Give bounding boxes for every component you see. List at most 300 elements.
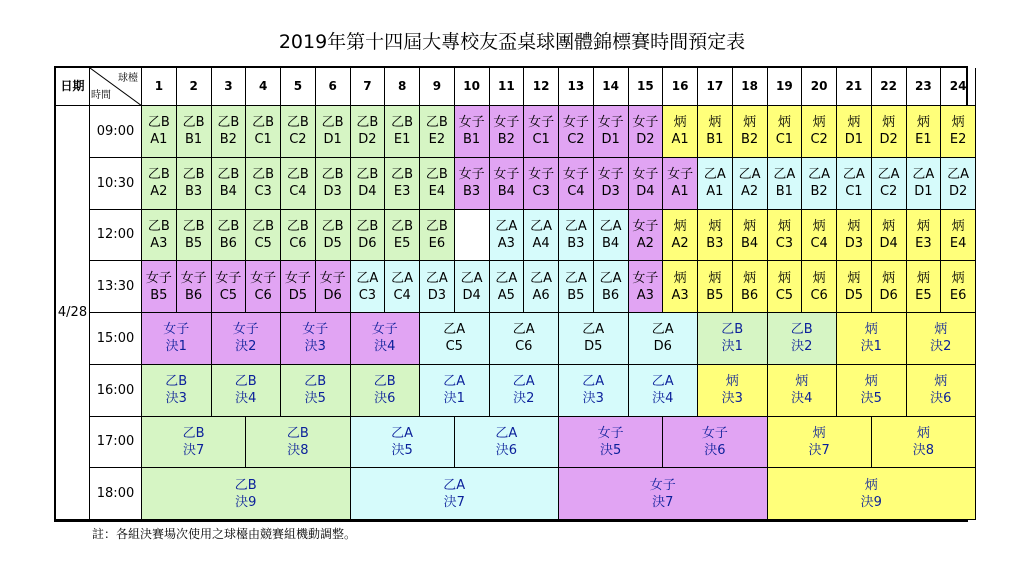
- match-code: 決5: [391, 442, 413, 458]
- match-code: A1: [671, 132, 689, 148]
- match-code: 決9: [235, 494, 257, 510]
- match-group: 乙B: [321, 115, 344, 131]
- match-cell: [281, 313, 351, 365]
- match-cell: [559, 261, 594, 313]
- match-code: D3: [427, 287, 447, 303]
- match-code: E1: [393, 132, 411, 148]
- match-group: 乙B: [217, 115, 240, 131]
- match-group: 乙B: [356, 115, 379, 131]
- match-group: 乙A: [599, 270, 622, 286]
- match-code: 決5: [599, 442, 622, 458]
- match-code: D5: [584, 339, 603, 355]
- match-code: D2: [358, 132, 377, 148]
- match-code: D6: [323, 287, 342, 303]
- match-code: A2: [150, 184, 168, 200]
- match-code: 決2: [930, 339, 952, 355]
- match-cell: [490, 106, 525, 158]
- match-cell: [455, 417, 559, 469]
- match-cell: [351, 261, 386, 313]
- match-group: 女子: [284, 270, 311, 286]
- match-cell: [768, 417, 872, 469]
- corner-header: [90, 68, 142, 106]
- time-slot: 13:30: [90, 261, 142, 313]
- match-group: 乙B: [147, 167, 170, 183]
- match-cell: [559, 158, 594, 210]
- match-cell: [629, 313, 699, 365]
- match-cell: [316, 261, 351, 313]
- match-group: 乙A: [703, 167, 726, 183]
- match-group: 炳: [743, 218, 757, 234]
- match-code: D4: [636, 184, 655, 200]
- match-code: E6: [949, 287, 967, 303]
- table-number-header: 13: [559, 68, 594, 106]
- match-cell: [698, 313, 768, 365]
- match-group: 炳: [864, 374, 878, 390]
- match-cell: [768, 158, 803, 210]
- match-cell: [246, 158, 281, 210]
- match-code: B1: [185, 132, 203, 148]
- match-code: C1: [532, 132, 550, 148]
- match-cell: [281, 158, 316, 210]
- match-code: C4: [393, 287, 411, 303]
- match-group: 乙A: [443, 374, 466, 390]
- time-slot: 18:00: [90, 468, 142, 520]
- match-cell: [351, 210, 386, 262]
- match-code: 決4: [652, 391, 674, 407]
- match-group: 乙B: [321, 167, 344, 183]
- corner-table-label: 球檯: [118, 73, 138, 84]
- match-group: 炳: [916, 218, 930, 234]
- match-group: 乙A: [443, 322, 466, 338]
- match-group: 女子: [632, 115, 659, 131]
- match-group: 乙B: [182, 115, 205, 131]
- match-cell: [490, 261, 525, 313]
- match-group: 女子: [597, 115, 624, 131]
- match-code: C5: [445, 339, 463, 355]
- time-slot: 09:00: [90, 106, 142, 158]
- match-cell: [246, 106, 281, 158]
- match-code: D1: [323, 132, 342, 148]
- match-code: A1: [150, 132, 168, 148]
- match-cell: [872, 158, 907, 210]
- match-code: B3: [567, 235, 585, 251]
- match-group: 炳: [951, 270, 965, 286]
- match-cell: [663, 158, 698, 210]
- match-group: 炳: [708, 270, 722, 286]
- time-slot: 15:00: [90, 313, 142, 365]
- match-group: 乙B: [252, 218, 275, 234]
- match-code: C3: [775, 235, 794, 251]
- match-group: 乙B: [304, 374, 327, 390]
- time-slot: 16:00: [90, 365, 142, 417]
- match-cell: [142, 468, 351, 520]
- match-cell: [351, 106, 386, 158]
- match-code: A6: [532, 287, 550, 303]
- match-cell: [768, 365, 838, 417]
- match-group: 乙B: [286, 425, 309, 441]
- page-title: 2019年第十四屆大專校友盃桌球團體錦標賽時間預定表: [278, 31, 746, 53]
- match-cell: [246, 210, 281, 262]
- match-group: 女子: [302, 322, 329, 338]
- match-cell: [142, 417, 246, 469]
- match-cell: [212, 313, 282, 365]
- match-group: 乙B: [182, 167, 205, 183]
- match-group: 乙A: [425, 270, 448, 286]
- match-code: C5: [219, 287, 238, 303]
- match-group: 炳: [795, 374, 809, 390]
- match-cell: [212, 261, 247, 313]
- match-code: B5: [185, 235, 203, 251]
- match-cell: [802, 106, 837, 158]
- match-code: B2: [219, 132, 237, 148]
- match-cell: [733, 158, 768, 210]
- match-code: 決2: [235, 339, 257, 355]
- match-code: E2: [949, 132, 967, 148]
- match-group: 乙B: [721, 322, 744, 338]
- match-code: C4: [289, 184, 307, 200]
- match-code: A5: [497, 287, 515, 303]
- match-group: 女子: [597, 425, 624, 441]
- match-code: 決9: [860, 494, 882, 510]
- match-group: 炳: [673, 115, 687, 131]
- match-cell: [490, 313, 560, 365]
- match-code: C2: [879, 184, 898, 200]
- match-group: 女子: [632, 270, 659, 286]
- match-code: B6: [602, 287, 620, 303]
- match-code: B6: [185, 287, 203, 303]
- match-cell: [455, 106, 490, 158]
- match-cell: [385, 210, 420, 262]
- match-group: 乙B: [286, 218, 309, 234]
- match-cell: [212, 365, 282, 417]
- match-code: 決5: [304, 391, 326, 407]
- match-cell: [768, 210, 803, 262]
- match-cell: [559, 210, 594, 262]
- table-number-header: 16: [663, 68, 698, 106]
- match-cell: [142, 158, 177, 210]
- match-group: 乙A: [651, 322, 674, 338]
- table-number-header: 24: [941, 68, 976, 106]
- match-cell: [559, 468, 768, 520]
- match-code: 決7: [652, 494, 674, 510]
- match-cell: [281, 365, 351, 417]
- match-cell: [246, 261, 281, 313]
- match-cell: [385, 106, 420, 158]
- match-code: 決1: [443, 391, 465, 407]
- match-group: 乙B: [391, 115, 414, 131]
- match-cell: [594, 106, 629, 158]
- match-code: 決3: [165, 391, 187, 407]
- match-group: 女子: [215, 270, 242, 286]
- match-cell: [142, 106, 177, 158]
- match-group: 乙A: [564, 270, 587, 286]
- match-group: 炳: [847, 115, 861, 131]
- match-group: 乙A: [738, 167, 761, 183]
- schedule-table: [54, 66, 968, 522]
- match-group: 炳: [743, 115, 757, 131]
- match-group: 乙A: [651, 374, 674, 390]
- match-cell: [733, 261, 768, 313]
- match-group: 乙A: [808, 167, 831, 183]
- match-cell: [490, 210, 525, 262]
- time-slot: 10:30: [90, 158, 142, 210]
- match-group: 女子: [180, 270, 207, 286]
- table-number-header: 3: [212, 68, 247, 106]
- match-cell: [351, 365, 421, 417]
- table-number-header: 2: [177, 68, 212, 106]
- match-group: 女子: [458, 167, 485, 183]
- match-code: 決8: [912, 442, 935, 458]
- match-group: 乙B: [286, 167, 309, 183]
- match-cell: [142, 210, 177, 262]
- match-cell: [142, 261, 177, 313]
- match-group: 炳: [864, 477, 878, 493]
- match-cell: [872, 261, 907, 313]
- match-code: C5: [775, 287, 794, 303]
- match-group: 炳: [708, 218, 722, 234]
- match-cell: [941, 158, 976, 210]
- match-group: 炳: [673, 218, 687, 234]
- match-code: B1: [706, 132, 724, 148]
- match-code: 決3: [304, 339, 326, 355]
- match-cell: [420, 210, 455, 262]
- match-code: 決1: [860, 339, 882, 355]
- match-cell: [837, 365, 907, 417]
- match-cell: [768, 106, 803, 158]
- match-code: D3: [844, 235, 864, 251]
- match-cell: [907, 365, 977, 417]
- match-code: E5: [915, 287, 932, 303]
- match-group: 乙B: [391, 167, 414, 183]
- match-cell: [281, 210, 316, 262]
- table-number-header: 7: [351, 68, 386, 106]
- match-code: D4: [358, 184, 377, 200]
- match-code: A2: [636, 235, 654, 251]
- match-group: 乙A: [356, 270, 379, 286]
- match-cell: [768, 313, 838, 365]
- match-group: 女子: [163, 322, 190, 338]
- match-code: D6: [879, 287, 898, 303]
- match-cell: [281, 106, 316, 158]
- match-group: 乙B: [182, 425, 205, 441]
- match-code: 決1: [165, 339, 187, 355]
- match-cell: [872, 417, 976, 469]
- match-code: 決7: [443, 494, 465, 510]
- match-group: 乙B: [147, 115, 170, 131]
- match-group: 女子: [562, 115, 589, 131]
- match-code: B2: [810, 184, 828, 200]
- match-group: 女子: [562, 167, 589, 183]
- match-cell: [351, 417, 455, 469]
- match-cell: [420, 313, 490, 365]
- match-code: C6: [515, 339, 533, 355]
- time-slot: 12:00: [90, 210, 142, 262]
- match-group: 炳: [847, 218, 861, 234]
- match-cell: [768, 261, 803, 313]
- match-group: 炳: [882, 115, 896, 131]
- match-code: 決6: [495, 442, 518, 458]
- match-group: 女子: [250, 270, 277, 286]
- match-cell: [316, 106, 351, 158]
- match-code: C6: [254, 287, 272, 303]
- match-group: 乙B: [286, 115, 309, 131]
- match-group: 乙B: [425, 218, 448, 234]
- match-group: 乙A: [947, 167, 970, 183]
- match-code: E2: [428, 132, 446, 148]
- match-cell: [524, 261, 559, 313]
- match-cell: [629, 210, 664, 262]
- match-code: C2: [810, 132, 828, 148]
- match-group: 炳: [708, 115, 722, 131]
- match-cell: [941, 261, 976, 313]
- match-code: D2: [948, 184, 968, 200]
- match-cell: [559, 106, 594, 158]
- match-code: C3: [358, 287, 377, 303]
- match-cell: [212, 106, 247, 158]
- match-group: 炳: [743, 270, 757, 286]
- match-code: C4: [810, 235, 828, 251]
- match-cell: [177, 158, 212, 210]
- match-code: C6: [810, 287, 828, 303]
- match-cell: [177, 210, 212, 262]
- match-code: 決4: [791, 391, 813, 407]
- match-group: 乙A: [582, 322, 605, 338]
- match-cell: [907, 313, 977, 365]
- match-cell: [420, 158, 455, 210]
- match-code: B4: [602, 235, 620, 251]
- match-code: 決4: [235, 391, 257, 407]
- match-code: D4: [462, 287, 481, 303]
- match-code: B5: [706, 287, 724, 303]
- match-cell: [663, 210, 698, 262]
- match-code: D5: [288, 287, 308, 303]
- match-code: 決5: [860, 391, 882, 407]
- match-group: 乙A: [512, 322, 535, 338]
- table-number-header: 14: [594, 68, 629, 106]
- match-code: A3: [636, 287, 654, 303]
- match-group: 乙A: [530, 218, 553, 234]
- match-group: 女子: [493, 167, 520, 183]
- match-cell: [837, 313, 907, 365]
- match-code: 決4: [374, 339, 396, 355]
- match-code: 決6: [704, 442, 726, 458]
- match-code: A1: [706, 184, 724, 200]
- match-cell: [316, 210, 351, 262]
- match-group: 乙B: [425, 115, 448, 131]
- match-code: B4: [497, 184, 515, 200]
- match-group: 乙A: [582, 374, 605, 390]
- match-group: 炳: [847, 270, 861, 286]
- match-code: 決6: [374, 391, 396, 407]
- match-cell: [455, 261, 490, 313]
- match-cell: [663, 261, 698, 313]
- match-code: A4: [532, 235, 550, 251]
- match-code: B4: [741, 235, 759, 251]
- match-cell: [351, 158, 386, 210]
- match-group: 乙B: [217, 218, 240, 234]
- match-cell: [316, 158, 351, 210]
- corner-time-label: 時間: [91, 90, 111, 101]
- match-code: 決8: [287, 442, 309, 458]
- match-group: 炳: [916, 115, 930, 131]
- table-number-header: 23: [907, 68, 942, 106]
- match-group: 乙B: [147, 218, 170, 234]
- match-group: 炳: [812, 270, 826, 286]
- table-number-header: 22: [872, 68, 907, 106]
- match-code: E3: [915, 235, 932, 251]
- match-group: 女子: [667, 167, 694, 183]
- match-cell: [385, 158, 420, 210]
- match-code: B3: [463, 184, 481, 200]
- match-code: D3: [323, 184, 342, 200]
- match-cell: [941, 210, 976, 262]
- match-cell: [663, 106, 698, 158]
- match-group: 炳: [673, 270, 687, 286]
- match-group: 炳: [725, 374, 739, 390]
- match-code: C2: [567, 132, 585, 148]
- match-cell: [420, 261, 455, 313]
- match-cell: [629, 261, 664, 313]
- match-cell: [941, 106, 976, 158]
- match-cell: [698, 261, 733, 313]
- match-code: D2: [879, 132, 898, 148]
- table-number-header: 19: [768, 68, 803, 106]
- match-code: C4: [567, 184, 585, 200]
- match-group: 乙A: [443, 477, 466, 493]
- match-group: 女子: [701, 425, 728, 441]
- match-group: 炳: [777, 218, 791, 234]
- table-number-header: 1: [142, 68, 177, 106]
- match-group: 炳: [777, 270, 791, 286]
- match-cell: [246, 417, 350, 469]
- match-group: 乙A: [512, 374, 535, 390]
- match-group: 女子: [319, 270, 346, 286]
- match-group: 乙B: [321, 218, 344, 234]
- match-group: 女子: [597, 167, 624, 183]
- match-group: 乙B: [165, 374, 188, 390]
- match-code: C2: [289, 132, 307, 148]
- table-number-header: 15: [629, 68, 664, 106]
- table-number-header: 18: [733, 68, 768, 106]
- match-group: 女子: [632, 218, 659, 234]
- match-cell: [455, 158, 490, 210]
- match-code: A1: [671, 184, 689, 200]
- match-group: 炳: [777, 115, 791, 131]
- match-group: 女子: [371, 322, 398, 338]
- match-group: 乙A: [877, 167, 900, 183]
- match-code: E4: [428, 184, 446, 200]
- match-group: 女子: [493, 115, 520, 131]
- match-group: 女子: [145, 270, 172, 286]
- match-group: 女子: [232, 322, 259, 338]
- match-group: 乙B: [356, 218, 379, 234]
- match-group: 女子: [649, 477, 676, 493]
- match-code: B3: [185, 184, 203, 200]
- match-cell: [420, 106, 455, 158]
- match-code: D3: [601, 184, 620, 200]
- match-cell: [420, 365, 490, 417]
- match-code: A2: [741, 184, 759, 200]
- match-cell: [802, 158, 837, 210]
- match-code: A3: [671, 287, 689, 303]
- match-cell: [177, 106, 212, 158]
- match-group: 乙A: [564, 218, 587, 234]
- match-code: B4: [219, 184, 237, 200]
- match-code: D1: [914, 184, 933, 200]
- match-code: E5: [393, 235, 411, 251]
- match-code: C6: [289, 235, 307, 251]
- match-code: D2: [636, 132, 655, 148]
